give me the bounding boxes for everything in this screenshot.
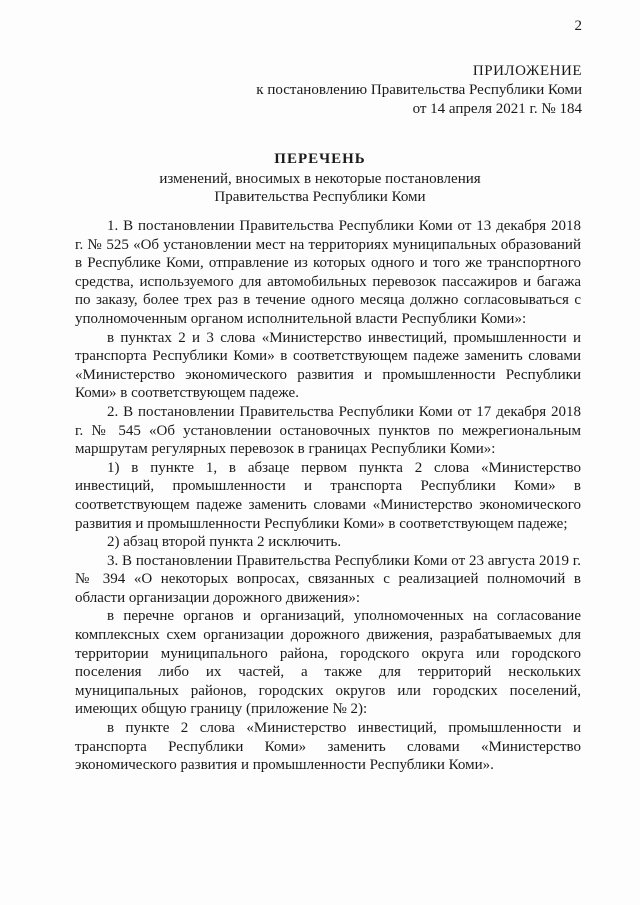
appendix-line-date: от 14 апреля 2021 г. № 184 (412, 101, 582, 117)
paragraph-4: 1) в пункте 1, в абзаце первом пункта 2 слова «Министерство инвестиций, промышленности и транспорта Республики Коми» в соответствующем падеже заменить словами «Министерство экономического развития и промышленности Республики Коми» в соответствующем падеже; (75, 459, 581, 532)
page-number: 2 (574, 18, 582, 34)
appendix-block (256, 62, 582, 119)
document-body (75, 217, 581, 775)
paragraph-8: в пункте 2 слова «Министерство инвестиций, промышленности и транспорта Республики Коми» заменить словами «Министерство экономического развития и промышленности Республики Коми». (75, 720, 581, 774)
paragraph-5: 2) абзац второй пункта 2 исключить. (107, 534, 342, 551)
appendix-title: ПРИЛОЖЕНИЕ (472, 63, 582, 79)
paragraph-6: 3. В постановлении Правительства Республики Коми от 23 августа 2019 г. № 394 «О некоторых вопросах, связанных с реализацией полномочий в области организации дорожного движения»: (75, 552, 581, 606)
appendix-line-resolution: к постановлению Правительства Республики Коми (256, 82, 582, 98)
document-heading (0, 150, 640, 206)
paragraph-3: 2. В постановлении Правительства Республики Коми от 17 декабря 2018 г. № 545 «Об установлении остановочных пунктов по межрегиональным маршрутам регулярных перевозок в границах Республики Коми»: (75, 403, 581, 458)
paragraph-7: в перечне органов и организаций, уполномоченных на согласование комплексных схем организации дорожного движения, разрабатываемых для территории муниципального района, городского округа или городского поселения либо их частей, а также для территорий нескольких муниципальных районов, городских округов или городских поселений, имеющих общую границу (приложение № 2): (75, 608, 581, 718)
heading-subtitle-line2: Правительства Республики Коми (214, 189, 426, 205)
paragraph-2: в пунктах 2 и 3 слова «Министерство инвестиций, промышленности и транспорта Республики Коми» в соответствующем падеже заменить словами «Министерство экономического развития и промышленности Республики Коми» в соответствующем падеже. (75, 329, 581, 402)
paragraph-1: 1. В постановлении Правительства Республики Коми от 13 декабря 2018 г. № 525 «Об установлении мест на территориях муниципальных образований в Республике Коми, отправление из которых одного и того же транспортного средства, используемого для автомобильных перевозок пассажиров и багажа по заказу, более трех раз в течение одного месяца должно согласовываться с уполномоченным органом исполнительной власти Республики Коми»: (75, 218, 581, 327)
heading-title: ПЕРЕЧЕНЬ (274, 151, 366, 167)
heading-subtitle-line1: изменений, вносимых в некоторые постановления (159, 171, 481, 187)
